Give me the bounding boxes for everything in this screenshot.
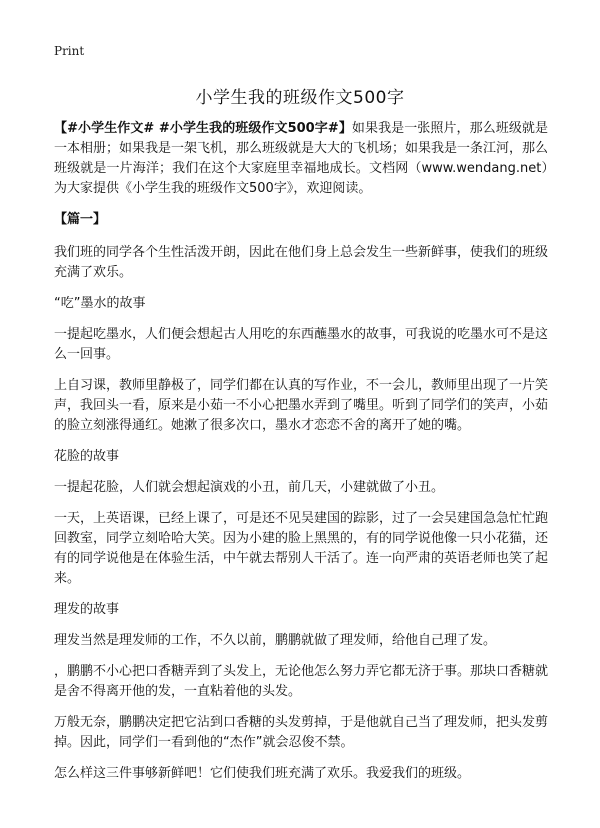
section-heading: 【篇一】 <box>54 212 107 227</box>
document-body <box>54 119 548 795</box>
body-paragraph: 一天，上英语课，已经上课了，可是还不见吴建国的踪影，过了一会吴建国急急忙忙跑回教室，同学立刻哈哈大笑。因为小建的脸上黑黑的，有的同学说他像一只小花猫，还有的同学说他是在体验生活，中午就去帮别人干活了。连一向严肃的英语老师也笑了起来。 <box>54 511 549 586</box>
body-paragraph: 万般无奈，鹏鹏决定把它沾到口香糖的头发剪掉，于是他就自己当了理发师，把头发剪掉。因此，同学们一看到他的“杰作”就会忍俊不禁。 <box>54 715 549 750</box>
source-link[interactable]: www.wendang.net <box>421 161 542 176</box>
body-paragraph: 一提起花脸，人们就会想起演戏的小丑，前几天，小建就做了小丑。 <box>54 480 445 495</box>
body-paragraph: 我们班的同学各个生性活泼开朗，因此在他们身上总会发生一些新鲜事，使我们的班级充满了欢乐。 <box>54 245 549 280</box>
story-subheading: 花脸的故事 <box>54 449 120 464</box>
story-subheading: “吃”墨水的故事 <box>54 296 146 311</box>
intro-text-end: ）为大家提供《小学生我的班级作文500字》，欢迎阅读。 <box>54 161 548 196</box>
intro-tags: 【#小学生作文# #小学生我的班级作文500字#】 <box>54 121 352 136</box>
body-paragraph: ，鹏鹏不小心把口香糖弄到了头发上，无论他怎么努力弄它都无济于事。那块口香糖就是舍不得离开他的发，一直粘着他的头发。 <box>54 664 549 699</box>
document-title: 小学生我的班级作文500字 <box>195 88 405 108</box>
body-paragraph: 上自习课，教师里静极了，同学们都在认真的写作业，不一会儿，教师里出现了一片笑声，我回头一看，原来是小茹一不小心把墨水弄到了嘴里。听到了同学们的笑声，小茹的脸立刻涨得通红。她漱了很多次口，墨水才恋恋不舍的离开了她的嘴。 <box>54 378 549 433</box>
body-paragraph: 理发当然是理发师的工作，不久以前，鹏鹏就做了理发师，给他自己理了发。 <box>54 633 497 648</box>
body-paragraph: 一提起吃墨水，人们便会想起古人用吃的东西蘸墨水的故事，可我说的吃墨水可不是这么一回事。 <box>54 327 549 362</box>
body-paragraph: 怎么样这三件事够新鲜吧！它们使我们班充满了欢乐。我爱我们的班级。 <box>54 766 471 781</box>
print-link[interactable]: Print <box>54 44 85 58</box>
intro-paragraph <box>54 119 548 199</box>
intro-text: 如果我是一张照片，那么班级就是一本相册；如果我是一架飞机，那么班级就是大大的飞机场；如果我是一条江河，那么班级就是一片海洋；我们在这个大家庭里幸福地成长。文档网（ <box>54 121 549 176</box>
story-subheading: 理发的故事 <box>54 602 120 617</box>
